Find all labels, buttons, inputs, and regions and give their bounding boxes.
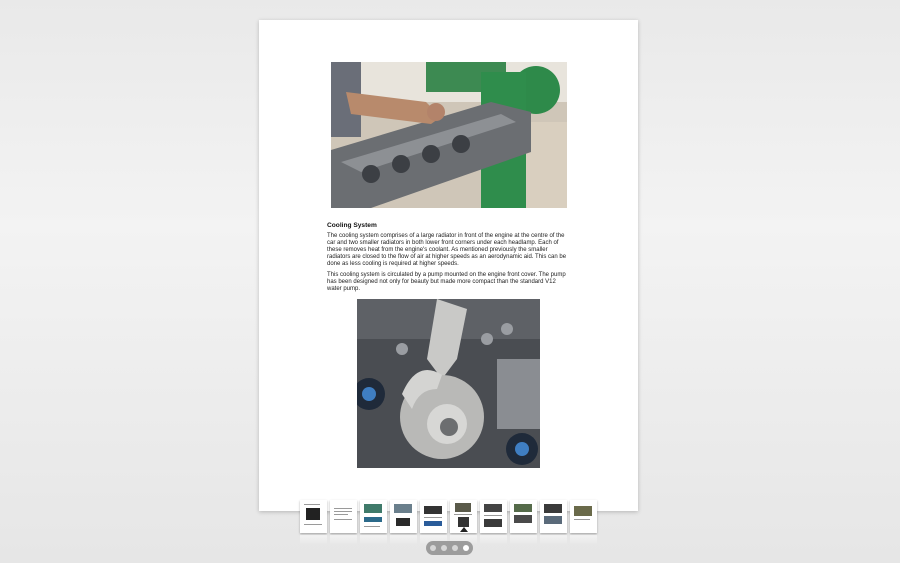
thumbnail-reflection <box>540 535 567 545</box>
page-thumbnail[interactable] <box>510 500 537 533</box>
page-thumbnail[interactable] <box>480 500 507 533</box>
page-thumbnail[interactable] <box>300 500 327 533</box>
pager-dot-active[interactable] <box>463 545 469 551</box>
thumbnail-reflection <box>300 535 327 545</box>
page-thumbnail[interactable] <box>570 500 597 533</box>
page-thumbnail[interactable] <box>360 500 387 533</box>
pager-dot[interactable] <box>430 545 436 551</box>
pager-dot[interactable] <box>452 545 458 551</box>
page-thumbnail[interactable] <box>420 500 447 533</box>
pager-dot[interactable] <box>441 545 447 551</box>
thumbnail-strip <box>298 500 604 536</box>
water-pump-photo <box>357 299 540 468</box>
thumbnail-reflection <box>510 535 537 545</box>
thumbnail-reflection <box>390 535 417 545</box>
engine-block-photo <box>331 62 567 208</box>
paragraph: This cooling system is circulated by a pump mounted on the engine front cover. The pump has been designed not only for beauty but made more compact than the standard V12 water pump. <box>327 272 566 293</box>
thumbnail-reflection <box>570 535 597 545</box>
document-page <box>259 20 638 511</box>
section-title: Cooling System <box>327 222 377 229</box>
thumbnail-reflection <box>480 535 507 545</box>
page-thumbnail[interactable] <box>330 500 357 533</box>
page-thumbnail[interactable] <box>540 500 567 533</box>
paragraph: The cooling system comprises of a large radiator in front of the engine at the centre of the car and two smaller radiators in both lower front corners under each headlamp. Each of these removes heat from the engine's coolant. As mentioned previously the smaller radiators are closed to the flow of air at higher speeds as an aerodynamic aid. This can be done as less cooling is required at higher speeds. <box>327 233 567 268</box>
page-thumbnail[interactable] <box>390 500 417 533</box>
thumbnail-reflection <box>330 535 357 545</box>
thumbnail-reflection <box>360 535 387 545</box>
pager <box>426 541 473 555</box>
current-page-indicator <box>460 527 468 532</box>
